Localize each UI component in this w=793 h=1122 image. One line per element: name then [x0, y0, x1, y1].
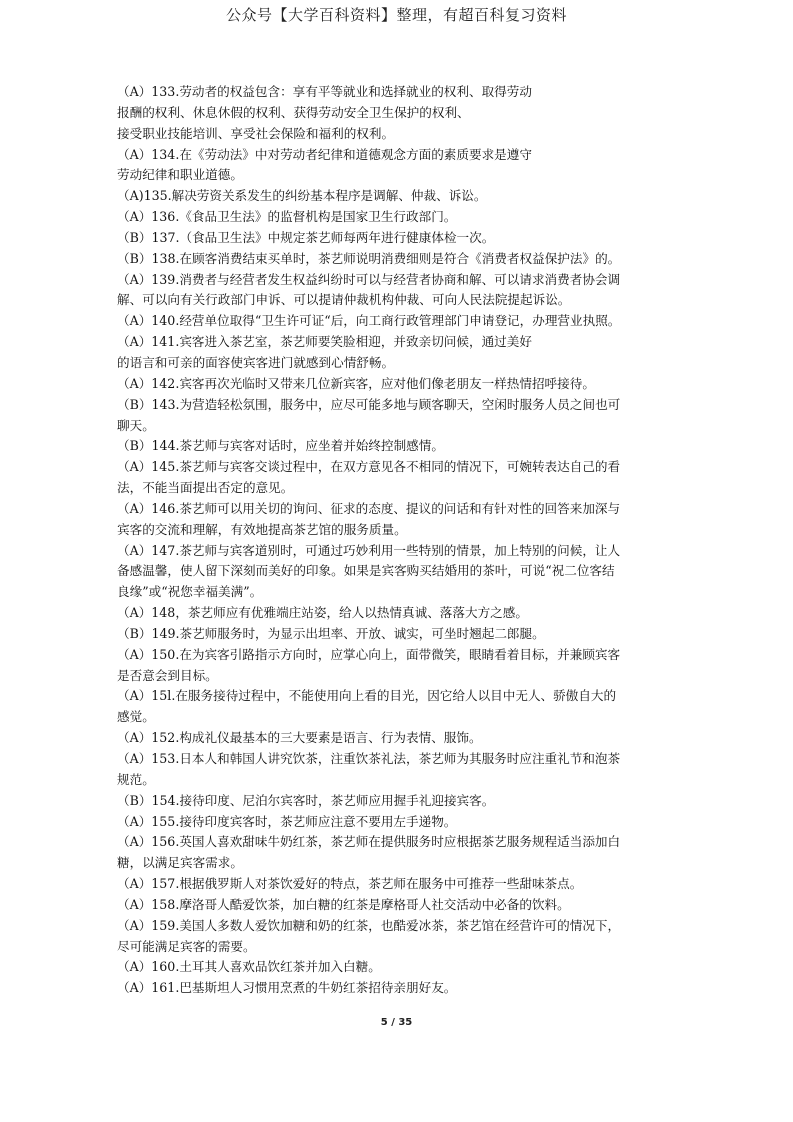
page-total: 35 [398, 1017, 413, 1028]
text-line: （A）142.宾客再次光临时又带来几位新宾客，应对他们像老朋友一样热情招呼接待。 [117, 375, 595, 391]
text-line: 接受职业技能培训、享受社会保险和福利的权利。 [117, 125, 395, 141]
text-line: 法，不能当面提出否定的意见。 [117, 480, 294, 496]
text-line: 感觉。 [117, 709, 155, 725]
text-line: （A）141.宾客进入茶艺室，茶艺师要笑脸相迎，并致亲切问候，通过美好 [117, 334, 532, 350]
text-line: （B）143.为营造轻松氛围，服务中，应尽可能多地与顾客聊天，空闲时服务人员之间也可 [117, 396, 621, 412]
text-line: （A）153.日本人和韩国人讲究饮茶，注重饮茶礼法，茶艺师为其服务时应注重礼节和泡茶 [117, 751, 621, 766]
text-line: （A)135.解决劳资关系发生的纠纷基本程序是调解、仲裁、诉讼。 [117, 188, 487, 204]
text-line: （A）145.茶艺师与宾客交谈过程中，在双方意见各不相同的情况下，可婉转表达自己的看 [117, 459, 621, 475]
text-line: （A）147.茶艺师与宾客道别时，可通过巧妙利用一些特别的情景，加上特别的问候，让人 [117, 542, 621, 558]
text-line: （A）158.摩洛哥人酷爱饮茶，加白糖的红茶是摩格哥人社交活动中必备的饮料。 [117, 896, 570, 912]
text-line: （A）156.英国人喜欢甜味牛奶红茶，茶艺师在提供服务时应根据茶艺服务规程适当添加白 [117, 834, 621, 850]
text-line: （A）152.构成礼仪最基本的三大要素是语言、行为表情、服饰。 [117, 730, 482, 746]
text-line: 糖，以满足宾客需求。 [117, 855, 243, 871]
text-line: （B）154.接待印度、尼泊尔宾客时，茶艺师应用握手礼迎接宾客。 [117, 792, 495, 808]
text-line: （A）159.美国人多数人爱饮加糖和奶的红茶，也酷爱冰茶，茶艺馆在经营许可的情况下， [117, 917, 621, 933]
text-line: （A）133.劳动者的权益包含：享有平等就业和选择就业的权利、取得劳动 [117, 84, 532, 99]
text-line: （A）155.接待印度宾客时，茶艺师应注意不要用左手递物。 [117, 813, 457, 829]
text-line: 尽可能满足宾客的需要。 [117, 938, 256, 954]
text-line: 聊天。 [117, 417, 155, 433]
text-line: 是否意会到目标。 [117, 667, 218, 683]
text-line: 报酬的权利、休息休假的权利、获得劳动安全卫生保护的权利、 [117, 104, 470, 120]
text-line: （A）146.茶艺师可以用关切的询问、征求的态度、提议的问话和有针对性的回答来加深与 [117, 500, 621, 516]
text-line: 备感温馨，使人留下深刻而美好的印象。如果是宾客购买结婚用的茶叶，可说“祝二位客结 [117, 563, 615, 579]
text-line: （A）139.消费者与经营者发生权益纠纷时可以与经营者协商和解、可以请求消费者协会调 [117, 271, 621, 287]
text-line: （A）150.在为宾客引路指示方向时，应掌心向上，面带微笑，眼睛看着目标，并兼顾宾客 [117, 646, 621, 662]
text-line: （B）137.（食品卫生法》中规定茶艺师每两年进行健康体检一次。 [117, 229, 495, 245]
text-line: （A）134.在《劳动法》中对劳动者纪律和道德观念方面的素质要求是遵守 [117, 146, 532, 162]
text-line: （B）138.在顾客消费结束买单时，茶艺师说明消费细则是符合《消费者权益保护法》的。 [117, 250, 621, 266]
text-line: 劳动纪律和职业道德。 [117, 167, 243, 183]
text-line: 的语言和可亲的面容使宾客进门就感到心情舒畅。 [117, 354, 395, 370]
page-number [0, 1017, 793, 1028]
text-line: （A）136.《食品卫生法》的监督机构是国家卫生行政部门。 [117, 209, 457, 225]
text-line: （A）15l.在服务接待过程中，不能使用向上看的目光，因它给人以目中无人、骄傲自大的 [117, 688, 617, 704]
page-current: 5 [380, 1017, 388, 1028]
text-line: 规范。 [117, 771, 155, 787]
text-line: 解、可以向有关行政部门申诉、可以提请仲裁机构仲裁、可向人民法院提起诉讼。 [117, 292, 571, 308]
text-line: （A）161.巴基斯坦人习惯用烹煮的牛奶红茶招待亲朋好友。 [117, 980, 457, 996]
text-line: 良缘”或“祝您幸福美满”。 [117, 584, 263, 600]
page-separator: / [391, 1017, 395, 1028]
text-line: （B）149.茶艺师服务时，为显示出坦率、开放、诚实，可坐时翘起二郎腿。 [117, 625, 545, 641]
text-line: （A）140.经营单位取得“卫生许可证“后，向工商行政管理部门申请登记，办理营业执照。 [117, 313, 621, 329]
text-line: （A）160.土耳其人喜欢品饮红茶并加入白糖。 [117, 959, 381, 975]
text-line: 宾客的交流和理解，有效地提高茶艺馆的服务质量。 [117, 521, 407, 537]
document-body [117, 82, 682, 999]
page-header: 公众号【大学百科资料】整理，有超百科复习资料 [225, 6, 567, 24]
text-line: （B）144.茶艺师与宾客对话时，应坐着并始终控制感情。 [117, 438, 444, 454]
text-line: （A）148，茶艺师应有优雅端庄站姿，给人以热情真诚、落落大方之感。 [117, 605, 528, 621]
text-line: （A）157.根据俄罗斯人对茶饮爱好的特点，茶艺师在服务中可推荐一些甜味茶点。 [117, 876, 583, 892]
